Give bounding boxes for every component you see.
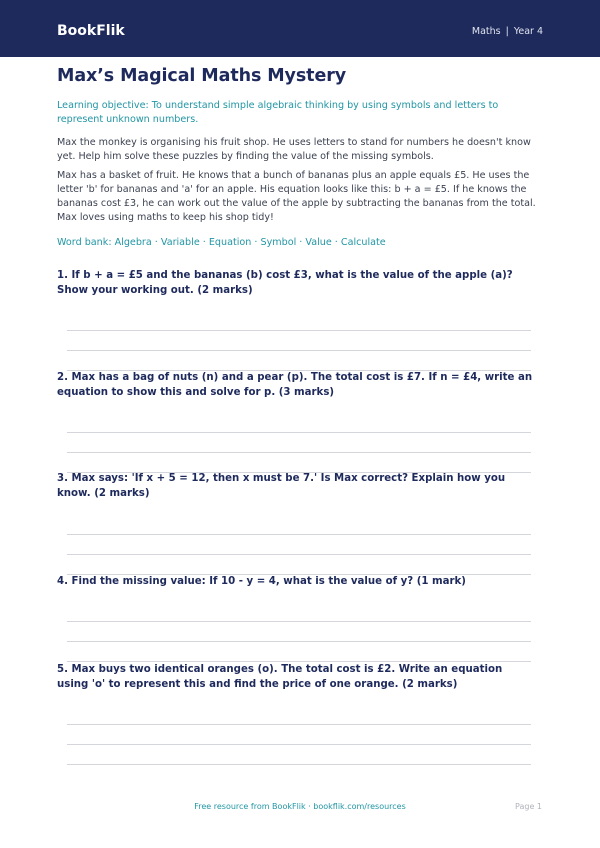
learning-objective: Learning objective: To understand simple algebraic thinking by using symbols and letters to represent unknown numbers. (57, 100, 499, 125)
subject-meta (472, 26, 543, 38)
word-bank: Word bank: Algebra · Variable · Equation · Symbol · Value · Calculate (57, 237, 386, 248)
year-label: Year 4 (513, 26, 543, 37)
page-header (0, 0, 600, 57)
answer-line (67, 554, 531, 555)
question-5: 5. Max buys two identical oranges (o). The total cost is £2. Write an equation using 'o' to represent this and find the price of one orange. (2 marks) (57, 664, 503, 690)
question-1: 1. If b + a = £5 and the bananas (b) cost £3, what is the value of the apple (a)? Show your working out. (2 marks) (57, 270, 513, 296)
answer-line (67, 432, 531, 433)
question-4: 4. Find the missing value: If 10 - y = 4, what is the value of y? (1 mark) (57, 576, 466, 587)
meta-separator: | (505, 26, 509, 37)
answer-line (67, 330, 531, 331)
page-title: Max’s Magical Maths Mystery (57, 66, 347, 86)
answer-line (67, 350, 531, 351)
intro-paragraph: Max the monkey is organising his fruit shop. He uses letters to stand for numbers he doesn't know yet. Help him solve these puzzles by finding the value of the missing symbols. (57, 137, 531, 162)
answer-line (67, 764, 531, 765)
answer-line (67, 534, 531, 535)
story-paragraph: Max has a basket of fruit. He knows that a bunch of bananas plus an apple equals £5. He uses the letter 'b' for bananas and 'a' for an apple. His equation looks like this: b + a = £5. If he knows the bananas cost £3, he can work out the value of the apple by subtracting the bananas from the total. Max loves using maths to keep his shop tidy! (57, 170, 536, 223)
answer-line (67, 621, 531, 622)
footer-resource-link[interactable]: Free resource from BookFlik · bookflik.com/resources (194, 802, 406, 811)
brand-logo[interactable]: BookFlik (57, 23, 125, 39)
question-2: 2. Max has a bag of nuts (n) and a pear (p). The total cost is £7. If n = £4, write an equation to show this and solve for p. (3 marks) (57, 372, 533, 398)
answer-line (67, 724, 531, 725)
page-number: Page 1 (515, 802, 542, 811)
answer-line (67, 744, 531, 745)
question-3: 3. Max says: 'If x + 5 = 12, then x must be 7.' Is Max correct? Explain how you know. (2 marks) (57, 473, 506, 499)
answer-line (67, 452, 531, 453)
answer-line (67, 641, 531, 642)
subject-label: Maths (471, 26, 501, 37)
